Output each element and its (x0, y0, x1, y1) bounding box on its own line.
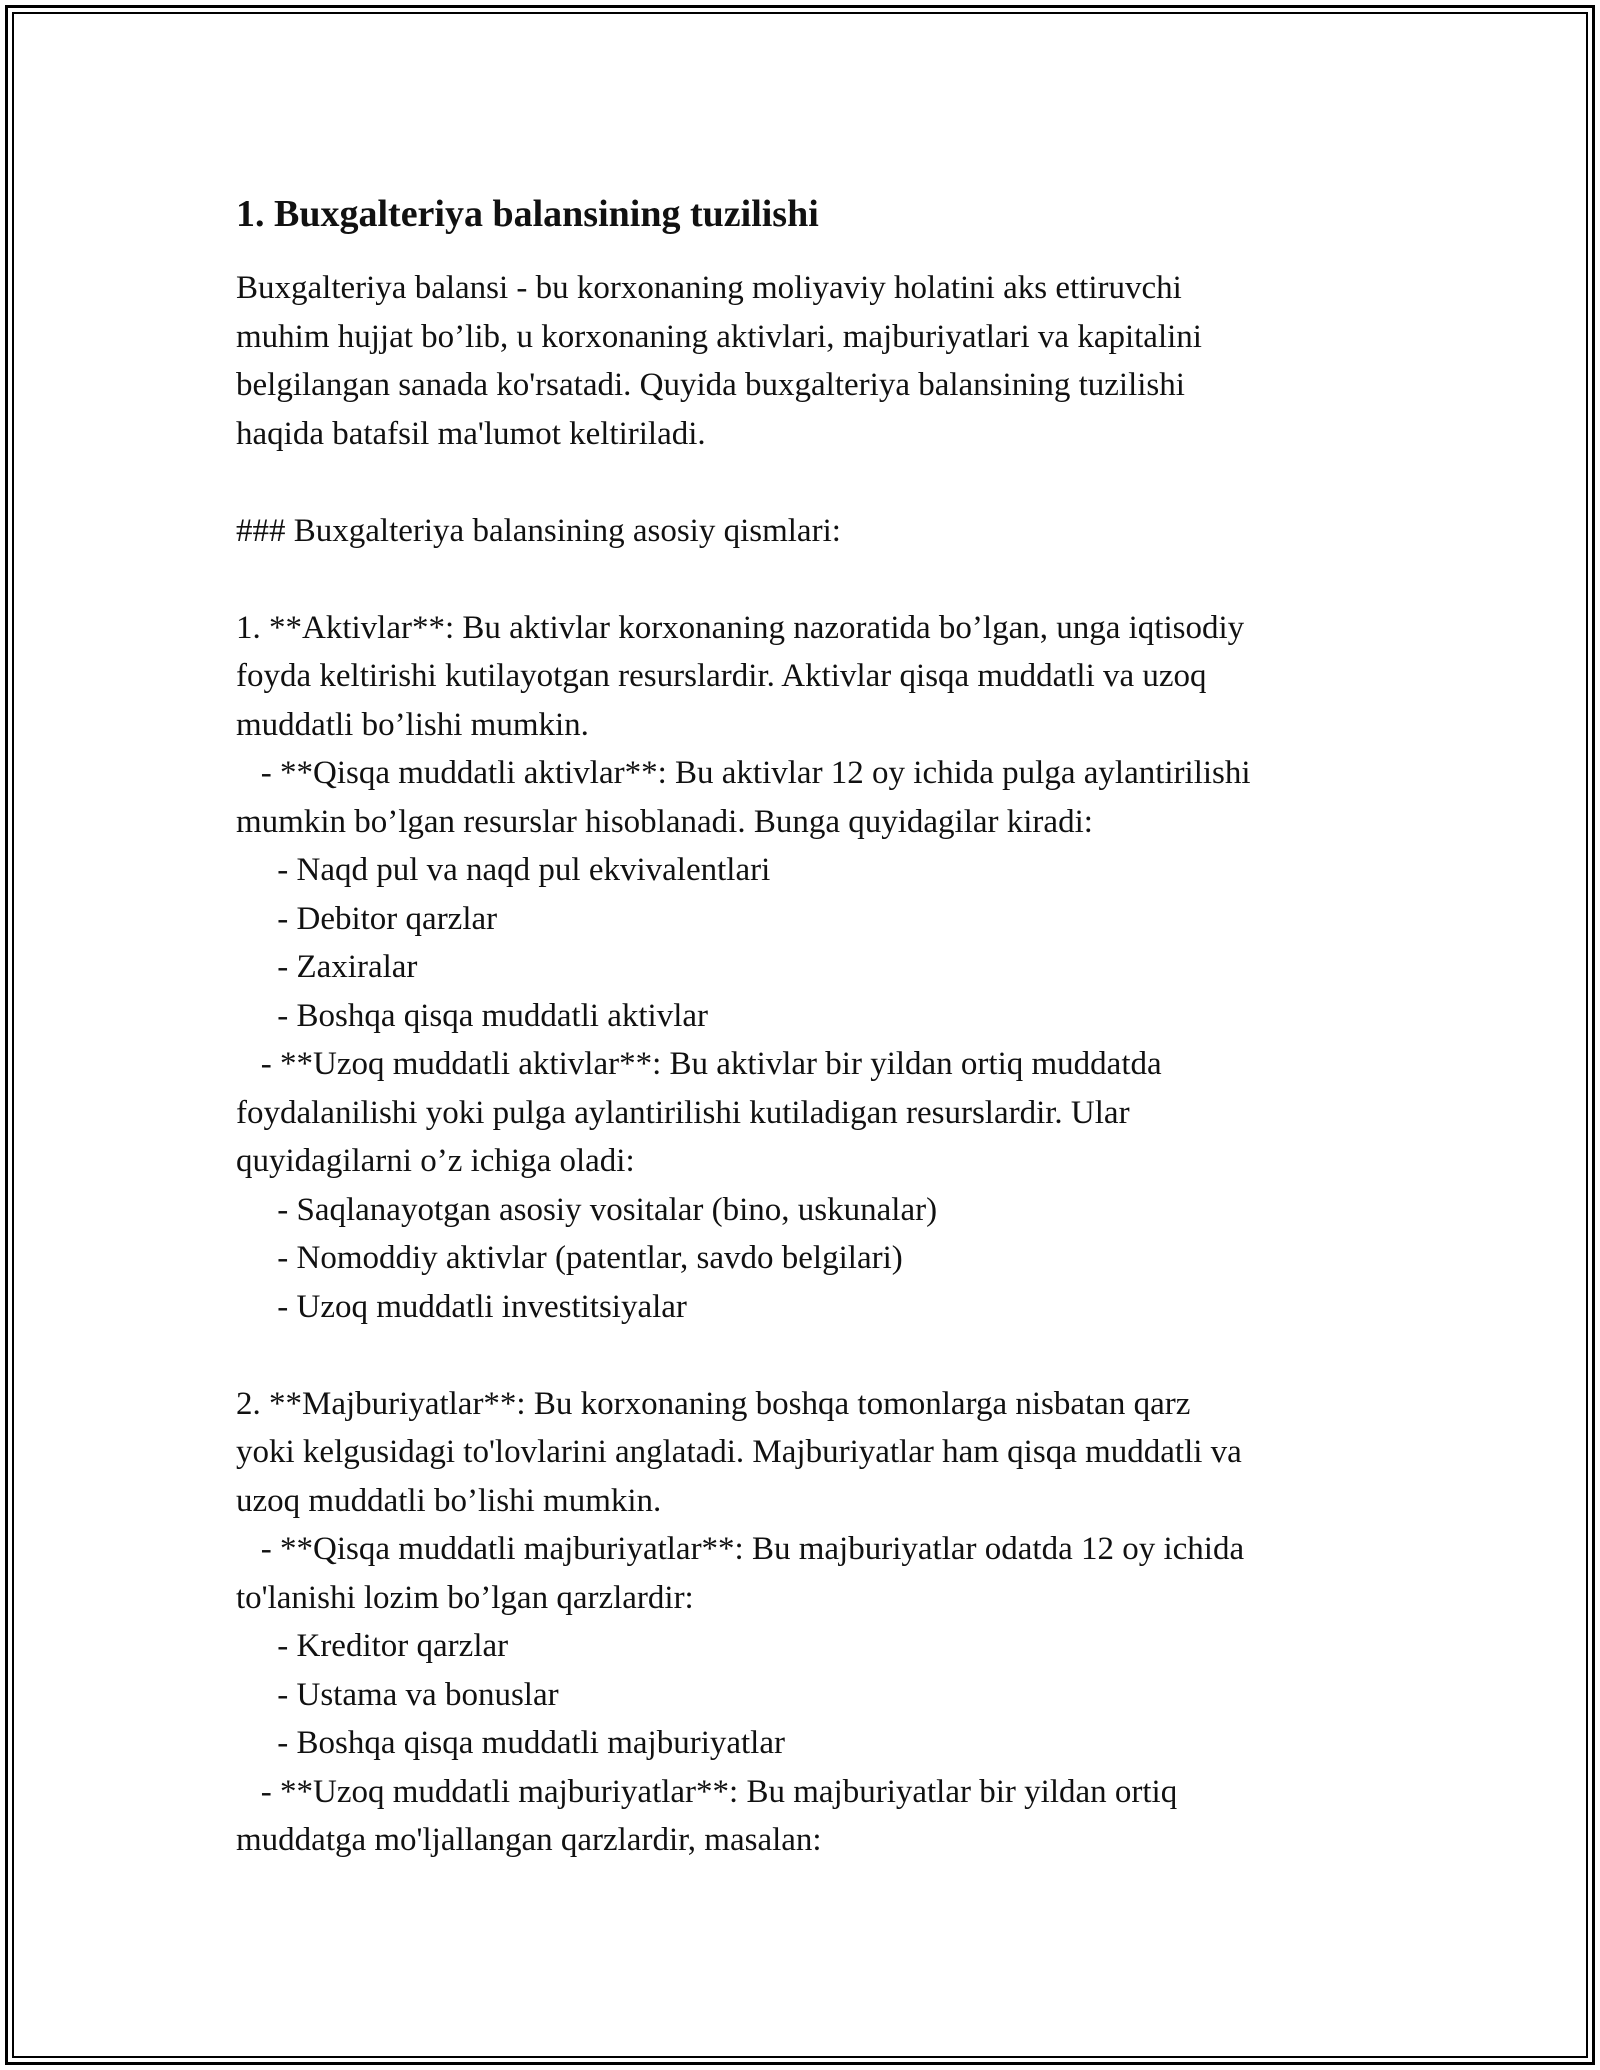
text-line: - Zaxiralar (236, 949, 418, 985)
text-line: - Ustama va bonuslar (236, 1676, 559, 1713)
text-line: 1. **Aktivlar**: Bu aktivlar korxonaning nazoratida bo’lgan, unga iqtisodiy (236, 609, 1245, 646)
text-line: - **Qisqa muddatli aktivlar**: Bu aktivlar 12 oy ichida pulga aylantirilishi (236, 755, 1251, 791)
text-line: - Naqd pul va naqd pul ekvivalentlari (236, 852, 771, 888)
text-line: uzoq muddatli bo’lishi mumkin. (236, 1482, 662, 1519)
text-line: - Boshqa qisqa muddatli aktivlar (236, 997, 709, 1034)
text-line: - Boshqa qisqa muddatli majburiyatlar (236, 1725, 785, 1761)
text-line: - **Qisqa muddatli majburiyatlar**: Bu majburiyatlar odatda 12 oy ichida (236, 1531, 1245, 1567)
text-line: 2. **Majburiyatlar**: Bu korxonaning boshqa tomonlarga nisbatan qarz (236, 1385, 1191, 1422)
blank-line (236, 555, 1386, 604)
text-line: quyidagilarni o’z ichiga oladi: (236, 1143, 635, 1179)
text-line: - **Uzoq muddatli majburiyatlar**: Bu majburiyatlar bir yildan ortiq (236, 1773, 1178, 1810)
text-line: haqida batafsil ma'lumot keltiriladi. (236, 415, 706, 452)
section-title: 1. Buxgalteriya balansining tuzilishi (236, 193, 819, 235)
text-line: - Kreditor qarzlar (236, 1628, 509, 1664)
blank-line (236, 458, 1386, 507)
document-body (236, 188, 1386, 1865)
text-line: yoki kelgusidagi to'lovlarini anglatadi. Majburiyatlar ham qisqa muddatli va (236, 1434, 1242, 1470)
text-line: muddatga mo'ljallangan qarzlardir, masalan: (236, 1822, 822, 1858)
blank-line (236, 1331, 1386, 1380)
text-line: belgilangan sanada ko'rsatadi. Quyida buxgalteriya balansining tuzilishi (236, 367, 1185, 403)
text-line: foydalanilishi yoki pulga aylantirilishi kutiladigan resurslardir. Ular (236, 1094, 1130, 1131)
text-line: muddatli bo’lishi mumkin. (236, 706, 589, 743)
text-line: foyda keltirishi kutilayotgan resurslardir. Aktivlar qisqa muddatli va uzoq (236, 658, 1207, 694)
text-line: ### Buxgalteriya balansining asosiy qismlari: (236, 512, 841, 549)
text-line: - Uzoq muddatli investitsiyalar (236, 1288, 687, 1325)
text-line: to'lanishi lozim bo’lgan qarzlardir: (236, 1579, 694, 1616)
document-text (236, 264, 1386, 1865)
text-line: - **Uzoq muddatli aktivlar**: Bu aktivlar bir yildan ortiq muddatda (236, 1046, 1162, 1082)
text-line: - Debitor qarzlar (236, 900, 498, 937)
text-line: - Saqlanayotgan asosiy vositalar (bino, uskunalar) (236, 1191, 938, 1228)
text-line: Buxgalteriya balansi - bu korxonaning moliyaviy holatini aks ettiruvchi (236, 270, 1182, 306)
text-line: - Nomoddiy aktivlar (patentlar, savdo belgilari) (236, 1240, 903, 1276)
text-line: mumkin bo’lgan resurslar hisoblanadi. Bunga quyidagilar kiradi: (236, 803, 1093, 840)
text-line: muhim hujjat bo’lib, u korxonaning aktivlari, majburiyatlari va kapitalini (236, 318, 1202, 355)
